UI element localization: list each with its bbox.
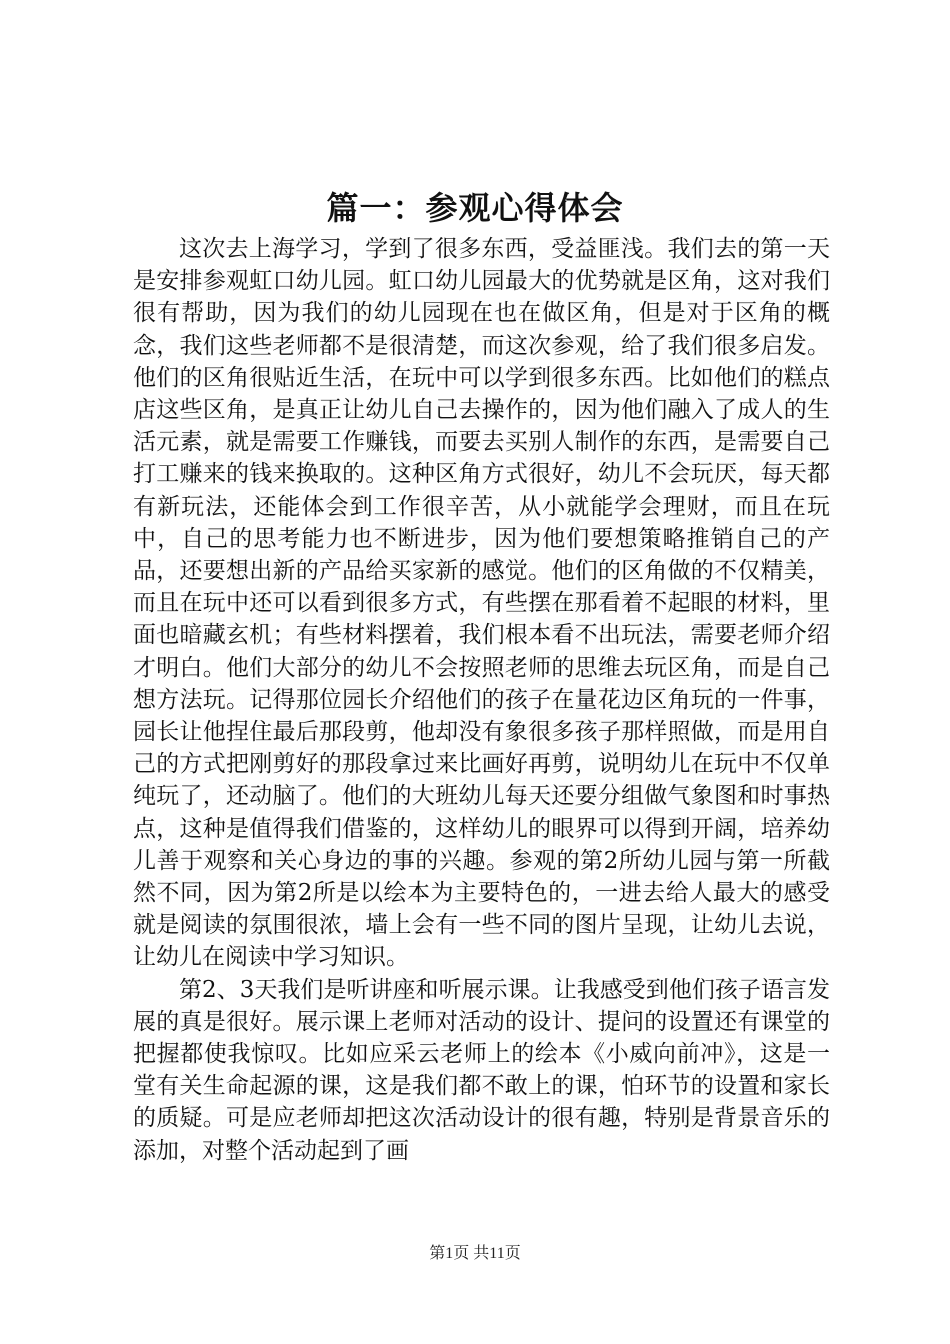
paragraph-2: 第2、3天我们是听讲座和听展示课。让我感受到他们孩子语言发展的真是很好。展示课上老师对活动的设计、提问的设置还有课堂的把握都使我惊叹。比如应采云老师上的绘本《小威向前冲》，这是一堂有关生命起源的课，这是我们都不敢上的课，怕环节的设置和家长的质疑。可是应老师却把这次活动设计的很有趣，特别是背景音乐的添加，对整个活动起到了画 xyxy=(133,976,830,1164)
paragraph-1: 这次去上海学习，学到了很多东西，受益匪浅。我们去的第一天是安排参观虹口幼儿园。虹口幼儿园最大的优势就是区角，这对我们很有帮助，因为我们的幼儿园现在也在做区角，但是对于区角的概念，我们这些老师都不是很清楚，而这次参观，给了我们很多启发。他们的区角很贴近生活，在玩中可以学到很多东西。比如他们的糕点店这些区角，是真正让幼儿自己去操作的，因为他们融入了成人的生活元素，就是需要工作赚钱，而要去买别人制作的东西，是需要自己打工赚来的钱来换取的。这种区角方式很好，幼儿不会玩厌，每天都有新玩法，还能体会到工作很辛苦，从小就能学会理财，而且在玩中，自己的思考能力也不断进步，因为他们要想策略推销自己的产品，还要想出新的产品给买家新的感觉。他们的区角做的不仅精美，而且在玩中还可以看到很多方式，有些摆在那看着不起眼的材料，里面也暗藏玄机；有些材料摆着，我们根本看不出玩法，需要老师介绍才明白。他们大部分的幼儿不会按照老师的思维去玩区角，而是自己想方法玩。记得那位园长介绍他们的孩子在量花边区角玩的一件事，园长让他捏住最后那段剪，他却没有象很多孩子那样照做，而是用自己的方式把刚剪好的那段拿过来比画好再剪，说明幼儿在玩中不仅单纯玩了，还动脑了。他们的大班幼儿每天还要分组做气象图和时事热点，这种是值得我们借鉴的，这样幼儿的眼界可以得到开阔，培养幼儿善于观察和关心身边的事的兴趣。参观的第2所幼儿园与第一所截然不同，因为第2所是以绘本为主要特色的，一进去给人最大的感受就是阅读的氛围很浓，墙上会有一些不同的图片呈现，让幼儿去说，让幼儿在阅读中学习知识。 xyxy=(133,236,830,971)
document-body xyxy=(133,233,830,1167)
document-title: 篇一：参观心得体会 xyxy=(326,189,624,227)
page-footer: 第1页 共11页 xyxy=(429,1245,521,1262)
